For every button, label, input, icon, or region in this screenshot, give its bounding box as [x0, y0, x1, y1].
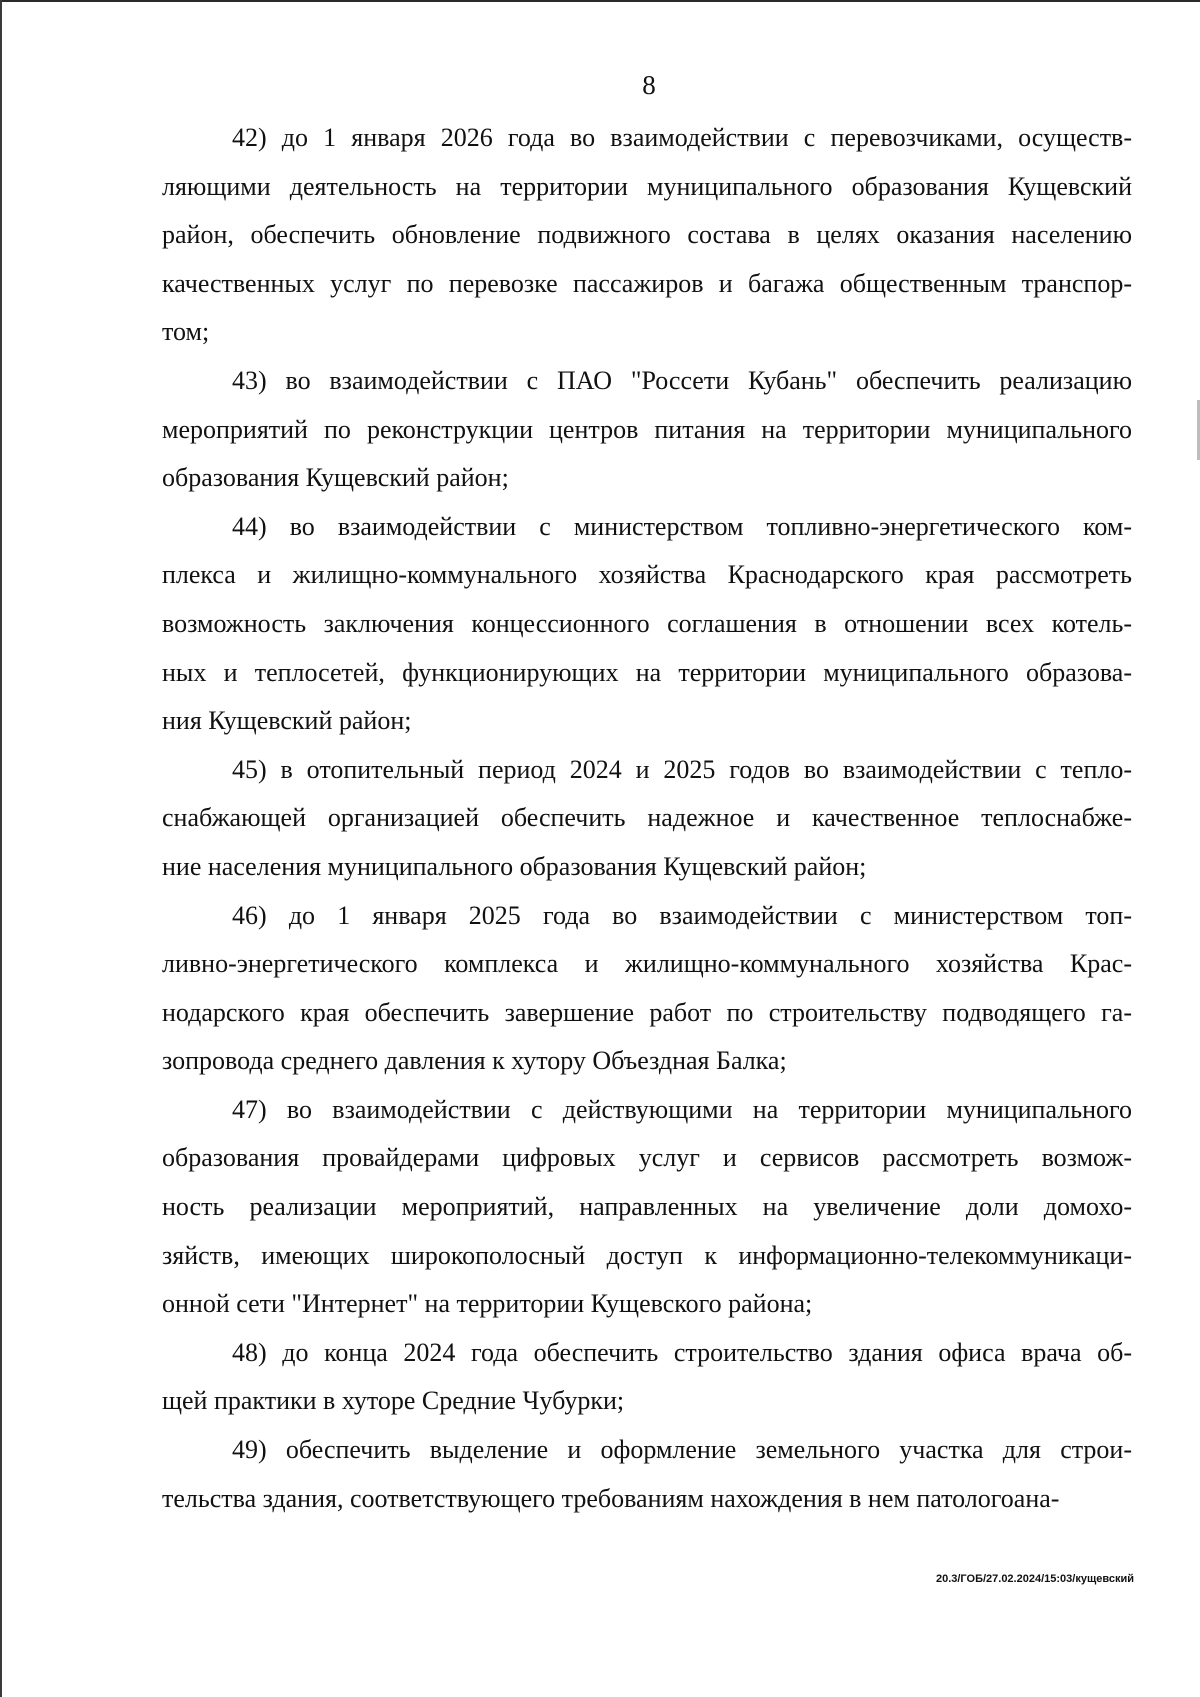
paragraph-line: ния Кущевский район;: [162, 706, 412, 736]
paragraph: [162, 357, 1132, 503]
paragraph-line: зопровода среднего давления к хутору Объездная Балка;: [162, 1046, 787, 1076]
paragraph-line: образования Кущевский район;: [162, 463, 509, 493]
paragraph-line: нодарского края обеспечить завершение работ по строительству подводящего га-: [162, 997, 1132, 1027]
paragraph-line: качественных услуг по перевозке пассажиров и багажа общественным транспор-: [162, 268, 1132, 298]
scan-edge-left: [0, 0, 2, 1697]
paragraph-line: 43) во взаимодействии с ПАО "Россети Кубань" обеспечить реализацию: [232, 365, 1132, 395]
document-body: [162, 114, 1132, 1523]
paragraph-line: щей практики в хуторе Средние Чубурки;: [162, 1386, 625, 1416]
page-number: 8: [642, 70, 656, 100]
scan-edge-top: [0, 0, 1200, 2]
paragraph-line: 47) во взаимодействии с действующими на территории муниципального: [232, 1094, 1132, 1124]
paragraph: [162, 1426, 1132, 1523]
paragraph-line: образования провайдерами цифровых услуг и сервисов рассмотреть возмож-: [162, 1143, 1132, 1173]
paragraph-line: ных и теплосетей, функционирующих на территории муниципального образова-: [162, 657, 1132, 687]
paragraph: [162, 892, 1132, 1086]
paragraph-line: 46) до 1 января 2025 года во взаимодействии с министерством топ-: [232, 900, 1132, 930]
paragraph-line: том;: [162, 317, 210, 347]
paragraph: [162, 503, 1132, 746]
paragraph-line: ливно-энергетического комплекса и жилищно-коммунального хозяйства Крас-: [162, 949, 1132, 979]
paragraph-line: ние населения муниципального образования Кущевский район;: [162, 851, 867, 881]
paragraph-line: онной сети "Интернет" на территории Кущевского района;: [162, 1289, 813, 1319]
paragraph-line: 48) до конца 2024 года обеспечить строительство здания офиса врача об-: [232, 1337, 1132, 1367]
paragraph-line: тельства здания, соответствующего требованиям нахождения в нем патологоана-: [162, 1483, 1060, 1513]
paragraph: [162, 1086, 1132, 1329]
paragraph-line: плекса и жилищно-коммунального хозяйства Краснодарского края рассмотреть: [162, 560, 1132, 590]
footer-code: 20.3/ГОБ/27.02.2024/15:03/кущевский: [935, 1573, 1134, 1585]
paragraph-line: снабжающей организацией обеспечить надежное и качественное теплоснабже-: [162, 803, 1132, 833]
paragraph-line: зяйств, имеющих широкополосный доступ к информационно-телекоммуникаци-: [162, 1240, 1132, 1270]
paragraph-line: 42) до 1 января 2026 года во взаимодействии с перевозчиками, осуществ-: [232, 123, 1132, 152]
paragraph-line: ляющими деятельность на территории муниципального образования Кущевский: [162, 171, 1132, 201]
paragraph-line: 49) обеспечить выделение и оформление земельного участка для строи-: [232, 1435, 1132, 1465]
paragraph: [162, 114, 1132, 357]
paragraph-line: ность реализации мероприятий, направленных на увеличение доли домохо-: [162, 1192, 1132, 1222]
paragraph-line: возможность заключения концессионного соглашения в отношении всех котель-: [162, 608, 1132, 638]
paragraph-line: 45) в отопительный период 2024 и 2025 годов во взаимодействии с тепло-: [232, 754, 1132, 784]
paragraph: [162, 1329, 1132, 1426]
paragraph: [162, 746, 1132, 892]
paragraph-line: 44) во взаимодействии с министерством топливно-энергетического ком-: [232, 511, 1132, 541]
paragraph-line: район, обеспечить обновление подвижного состава в целях оказания населению: [162, 220, 1132, 250]
paragraph-line: мероприятий по реконструкции центров питания на территории муниципального: [162, 414, 1132, 444]
